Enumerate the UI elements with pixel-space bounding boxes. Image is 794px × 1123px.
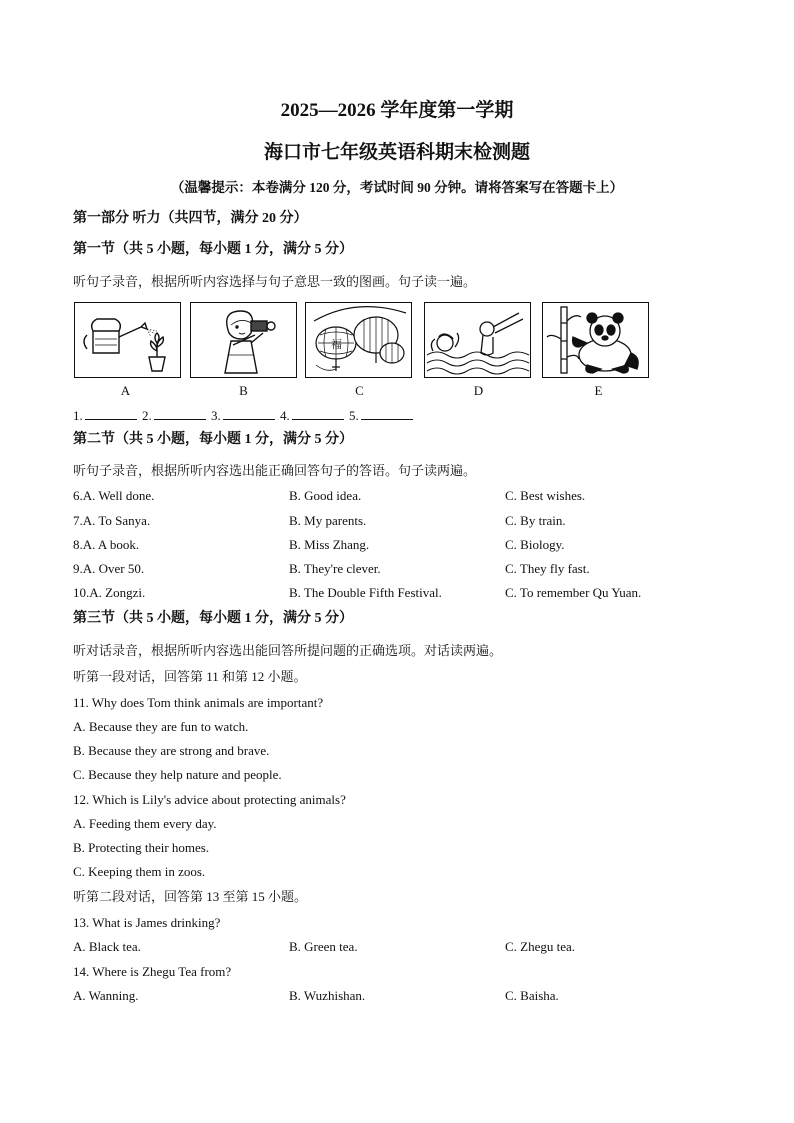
exam-title-term: 2025—2026 学年度第一学期 [280, 100, 514, 121]
q13-option-b: B. Green tea. [289, 939, 358, 954]
blank-label-2: 2. [142, 408, 152, 423]
q10-option-b: B. The Double Fifth Festival. [289, 585, 442, 600]
blank-label-1: 1. [73, 408, 83, 423]
section2-heading: 第二节（共 5 小题，每小题 1 分，满分 5 分） [73, 432, 353, 447]
picture-label-a: A [120, 383, 131, 398]
watering-can-plant-icon [75, 303, 180, 377]
answer-blank-1[interactable] [85, 407, 137, 420]
q13-stem: 13. What is James drinking? [73, 915, 221, 930]
answer-blank-4[interactable] [292, 407, 344, 420]
q13-option-c: C. Zhegu tea. [505, 939, 576, 954]
q7-option-b: B. My parents. [289, 513, 367, 528]
q12-option-c: C. Keeping them in zoos. [73, 864, 206, 879]
q10-option-a: 10.A. Zongzi. [73, 585, 146, 600]
picture-label-b: B [239, 383, 248, 398]
q6-option-b: B. Good idea. [289, 488, 362, 503]
q9-option-a: 9.A. Over 50. [73, 561, 145, 576]
section3-heading: 第三节（共 5 小题，每小题 1 分，满分 5 分） [73, 611, 353, 626]
q11-option-b: B. Because they are strong and brave. [73, 743, 270, 758]
exam-tip: （温馨提示：本卷满分 120 分，考试时间 90 分钟。请将答案写在答题卡上） [170, 180, 624, 195]
blank-label-4: 4. [280, 408, 290, 423]
exam-title: 海口市七年级英语科期末检测题 [263, 142, 530, 163]
q9-option-c: C. They fly fast. [505, 561, 590, 576]
part1-heading: 第一部分 听力（共四节，满分 20 分） [73, 211, 308, 226]
q8-option-b: B. Miss Zhang. [289, 537, 370, 552]
q13-option-a: A. Black tea. [73, 939, 141, 954]
lanterns-icon [306, 303, 411, 377]
dialog1-intro: 听第一段对话，回答第 11 和第 12 小题。 [73, 669, 307, 684]
q14-stem: 14. Where is Zhegu Tea from? [73, 964, 232, 979]
q11-stem: 11. Why does Tom think animals are important? [73, 695, 324, 710]
picture-label-e: E [594, 383, 603, 398]
panda-bamboo-icon [543, 303, 648, 377]
q6-option-a: 6.A. Well done. [73, 488, 155, 503]
q8-option-a: 8.A. A book. [73, 537, 140, 552]
swimming-children-icon [425, 303, 530, 377]
q11-option-c: C. Because they help nature and people. [73, 767, 282, 782]
q7-option-c: C. By train. [505, 513, 566, 528]
section1-instruction: 听句子录音，根据所听内容选择与句子意思一致的图画。句子读一遍。 [73, 274, 477, 289]
answer-blank-3[interactable] [223, 407, 275, 420]
picture-label-d: D [473, 383, 484, 398]
q6-option-c: C. Best wishes. [505, 488, 586, 503]
answer-blanks-row [73, 407, 415, 424]
q14-option-a: A. Wanning. [73, 988, 139, 1003]
picture-e [542, 302, 649, 378]
section3-instruction: 听对话录音，根据所听内容选出能回答所提问题的正确选项。对话读两遍。 [73, 643, 503, 658]
q12-stem: 12. Which is Lily's advice about protecting animals? [73, 792, 346, 807]
picture-label-c: C [355, 383, 364, 398]
section1-heading: 第一节（共 5 小题，每小题 1 分，满分 5 分） [73, 242, 353, 257]
q12-option-b: B. Protecting their homes. [73, 840, 210, 855]
answer-blank-5[interactable] [361, 407, 413, 420]
svg-text:福: 福 [331, 338, 342, 351]
q14-option-b: B. Wuzhishan. [289, 988, 366, 1003]
dialog2-intro: 听第二段对话，回答第 13 至第 15 小题。 [73, 889, 308, 904]
q8-option-c: C. Biology. [505, 537, 565, 552]
picture-c [305, 302, 412, 378]
q11-option-a: A. Because they are fun to watch. [73, 719, 249, 734]
q10-option-c: C. To remember Qu Yuan. [505, 585, 642, 600]
q7-option-a: 7.A. To Sanya. [73, 513, 151, 528]
q9-option-b: B. They're clever. [289, 561, 381, 576]
q12-option-a: A. Feeding them every day. [73, 816, 217, 831]
q14-option-c: C. Baisha. [505, 988, 559, 1003]
answer-blank-2[interactable] [154, 407, 206, 420]
blank-label-3: 3. [211, 408, 221, 423]
blank-label-5: 5. [349, 408, 359, 423]
picture-b [190, 302, 297, 378]
section2-instruction: 听句子录音，根据所听内容选出能正确回答句子的答语。句子读两遍。 [73, 463, 477, 478]
picture-a [74, 302, 181, 378]
girl-with-camera-icon [191, 303, 296, 377]
picture-d [424, 302, 531, 378]
